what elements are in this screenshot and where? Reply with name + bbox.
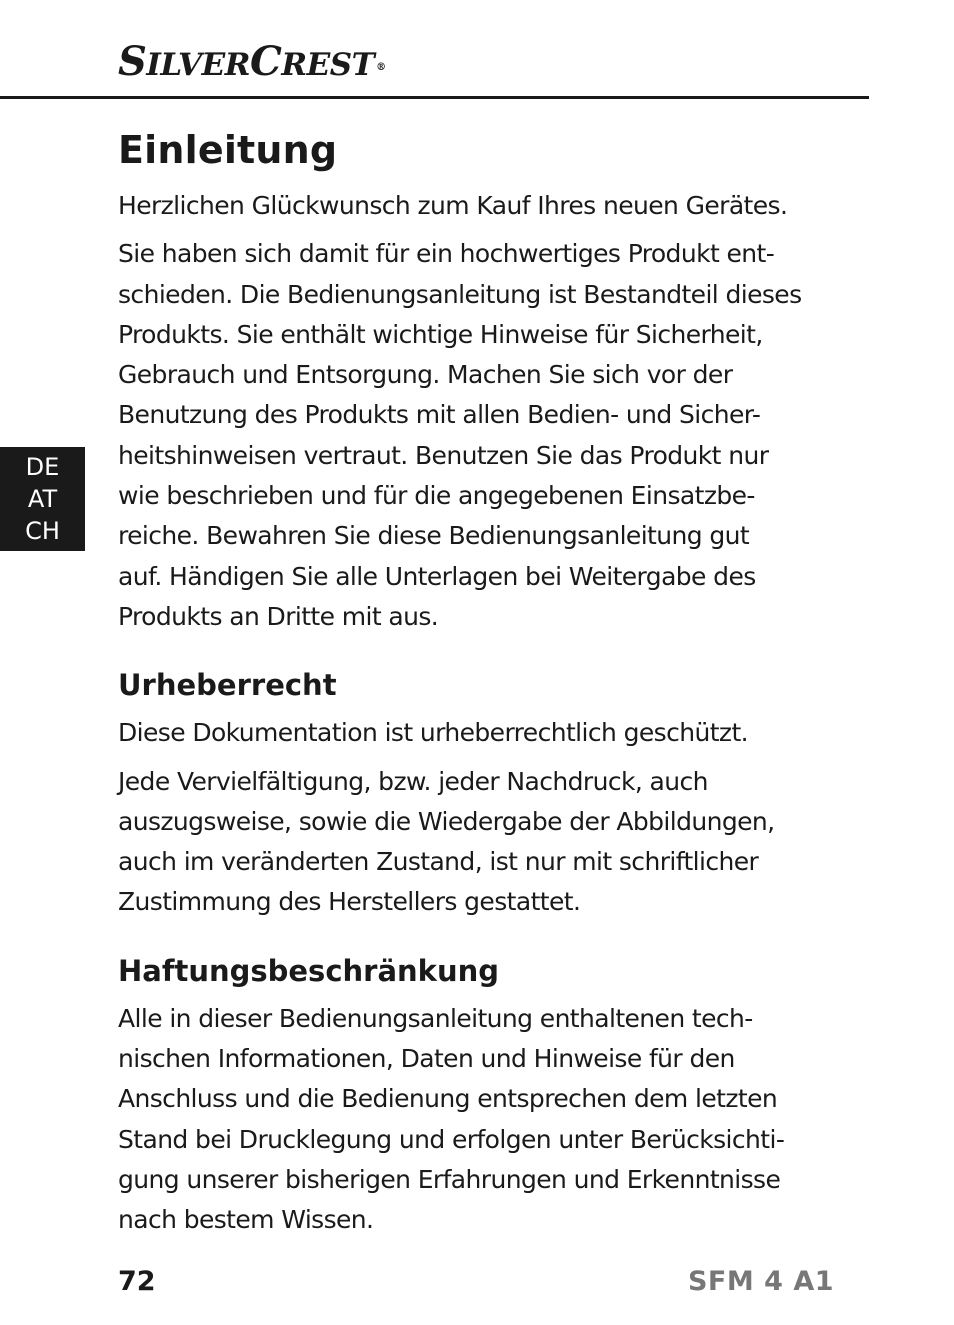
- language-at: AT: [27, 485, 58, 513]
- text-line: auszugsweise, sowie die Wiedergabe der Abbildungen,: [118, 806, 775, 836]
- registered-mark: ®: [376, 62, 386, 73]
- text-line: Sie haben sich damit für ein hochwertiges Produkt ent-: [118, 239, 775, 269]
- body-paragraph: [118, 999, 848, 1241]
- text-line: auch im veränderten Zustand, ist nur mit schriftlicher: [118, 847, 759, 877]
- logo-text-ilver: ILVER: [146, 47, 250, 83]
- body-paragraph: [118, 713, 848, 753]
- page-number: 72: [118, 1266, 156, 1297]
- text-line: schieden. Die Bedienungsanleitung ist Bestandteil dieses: [118, 279, 802, 309]
- text-line: Anschluss und die Bedienung entsprechen dem letzten: [118, 1084, 778, 1114]
- body-paragraph: [118, 234, 848, 637]
- text-line: wie beschrieben und für die angegebenen Einsatzbe-: [118, 481, 755, 511]
- language-tab: [0, 447, 85, 551]
- model-number: SFM 4 A1: [687, 1266, 834, 1297]
- logo-letter-c: C: [249, 38, 282, 85]
- text-line: Zustimmung des Herstellers gestattet.: [118, 887, 581, 917]
- section-heading: Urheberrecht: [118, 668, 337, 703]
- logo-text-rest: REST: [281, 47, 375, 83]
- text-line: heitshinweisen vertraut. Benutzen Sie das Produkt nur: [118, 440, 769, 470]
- section-heading: Haftungsbeschränkung: [118, 953, 500, 988]
- text-line: nischen Informationen, Daten und Hinweise für den: [118, 1044, 735, 1074]
- text-line: Benutzung des Produkts mit allen Bedien- und Sicher-: [118, 400, 761, 430]
- language-ch: CH: [25, 517, 60, 545]
- text-line: Diese Dokumentation ist urheberrechtlich geschützt.: [118, 718, 748, 748]
- page-title: Einleitung: [118, 128, 338, 172]
- body-paragraph: [118, 186, 848, 226]
- brand-logo: [118, 38, 386, 85]
- text-line: Gebrauch und Entsorgung. Machen Sie sich vor der: [118, 360, 733, 390]
- header-divider: [0, 96, 869, 99]
- text-line: auf. Händigen Sie alle Unterlagen bei Weitergabe des: [118, 561, 756, 591]
- text-line: Produkts an Dritte mit aus.: [118, 601, 439, 631]
- language-de: DE: [25, 453, 60, 481]
- text-line: Produkts. Sie enthält wichtige Hinweise für Sicherheit,: [118, 319, 763, 349]
- text-line: Alle in dieser Bedienungsanleitung enthaltenen tech-: [118, 1003, 753, 1033]
- text-line: reiche. Bewahren Sie diese Bedienungsanleitung gut: [118, 521, 750, 551]
- text-line: Herzlichen Glückwunsch zum Kauf Ihres neuen Gerätes.: [118, 191, 788, 220]
- main-content: [118, 124, 848, 1249]
- text-line: Stand bei Drucklegung und erfolgen unter Berücksichti-: [118, 1124, 785, 1154]
- body-paragraph: [118, 762, 848, 923]
- text-line: Jede Vervielfältigung, bzw. jeder Nachdruck, auch: [118, 766, 708, 796]
- text-line: gung unserer bisherigen Erfahrungen und Erkenntnisse: [118, 1164, 781, 1194]
- text-line: nach bestem Wissen.: [118, 1205, 374, 1235]
- logo-letter-s: S: [118, 38, 147, 85]
